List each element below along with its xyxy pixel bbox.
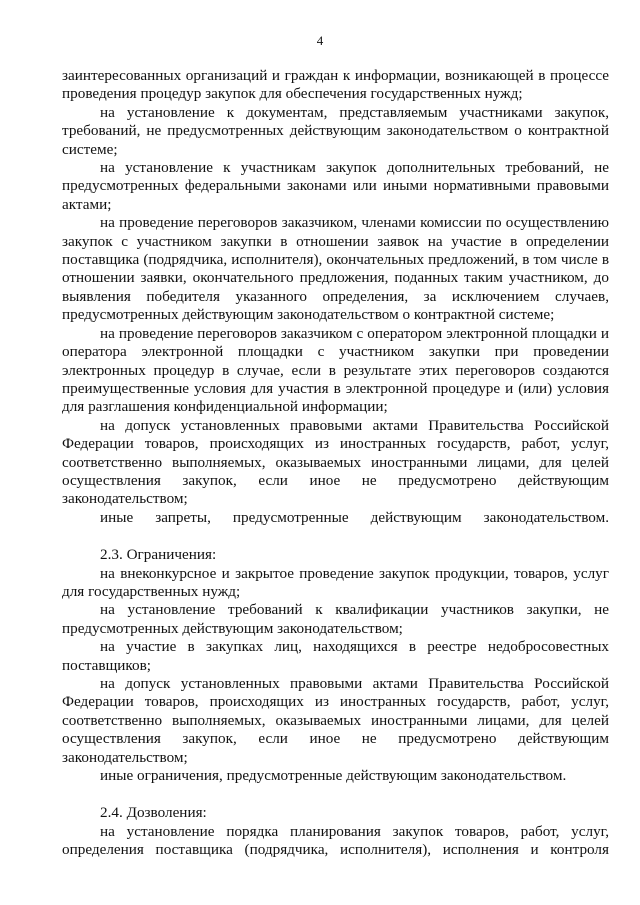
document-body [62, 67, 609, 860]
paragraph: на участие в закупках лиц, находящихся в реестре недобросовестных поставщиков; [62, 638, 609, 674]
paragraph: иные ограничения, предусмотренные действующим законодательством. [100, 767, 567, 785]
paragraph: на допуск установленных правовыми актами Правительства Российской Федерации товаров, происходящих из иностранных государств, работ, услуг, соответственно выполняемых, оказываемых иностранными лицами, для целей осуществления закупок, если иное не предусмотрено действующим законодательством; [62, 675, 609, 766]
paragraph: на проведение переговоров заказчиком с оператором электронной площадки и оператора электронной площадки с участником закупки при проведении электронных процедур в случае, если в результате этих переговоров создаются преимущественные условия для участия в электронной процедуре и (или) условия для разглашения конфиденциальной информации; [62, 324, 609, 416]
paragraph: на установление требований к квалификации участников закупки, не предусмотренных действующим законодательством; [62, 601, 609, 637]
section-heading: 2.4. Дозволения: [100, 804, 207, 822]
page-number: 4 [316, 33, 324, 48]
paragraph: на внеконкурсное и закрытое проведение закупок продукции, товаров, услуг для государственных нужд; [62, 564, 609, 600]
paragraph: на установление к участникам закупок дополнительных требований, не предусмотренных федеральными законами или иными нормативными правовыми актами; [62, 159, 609, 213]
paragraph: на проведение переговоров заказчиком, членами комиссии по осуществлению закупок с участником закупки в отношении заявок на участие в определении поставщика (подрядчика, исполнителя), окончательных предложений, в том числе в отношении заявки, окончательного предложения, поданных таким участником, до выявления победителя указанного определения, за исключением случаев, предусмотренных действующим законодательством о контрактной системе; [62, 214, 609, 324]
paragraph: иные запреты, предусмотренные действующим законодательством. [100, 508, 609, 526]
paragraph: на установление к документам, представляемым участниками закупок, требований, не предусмотренных действующим законодательством о контрактной системе; [62, 103, 609, 158]
paragraph: на установление порядка планирования закупок товаров, работ, услуг, определения поставщика (подрядчика, исполнителя), исполнения и контроля [62, 822, 609, 859]
section-heading: 2.3. Ограничения: [100, 546, 217, 564]
paragraph: заинтересованных организаций и граждан к информации, возникающей в процессе проведения процедур закупок для обеспечения государственных нужд; [62, 67, 609, 103]
paragraph: на допуск установленных правовыми актами Правительства Российской Федерации товаров, происходящих из иностранных государств, работ, услуг, соответственно выполняемых, оказываемых иностранными лицами, для целей осуществления закупок, если иное не предусмотрено действующим законодательством; [62, 416, 609, 508]
